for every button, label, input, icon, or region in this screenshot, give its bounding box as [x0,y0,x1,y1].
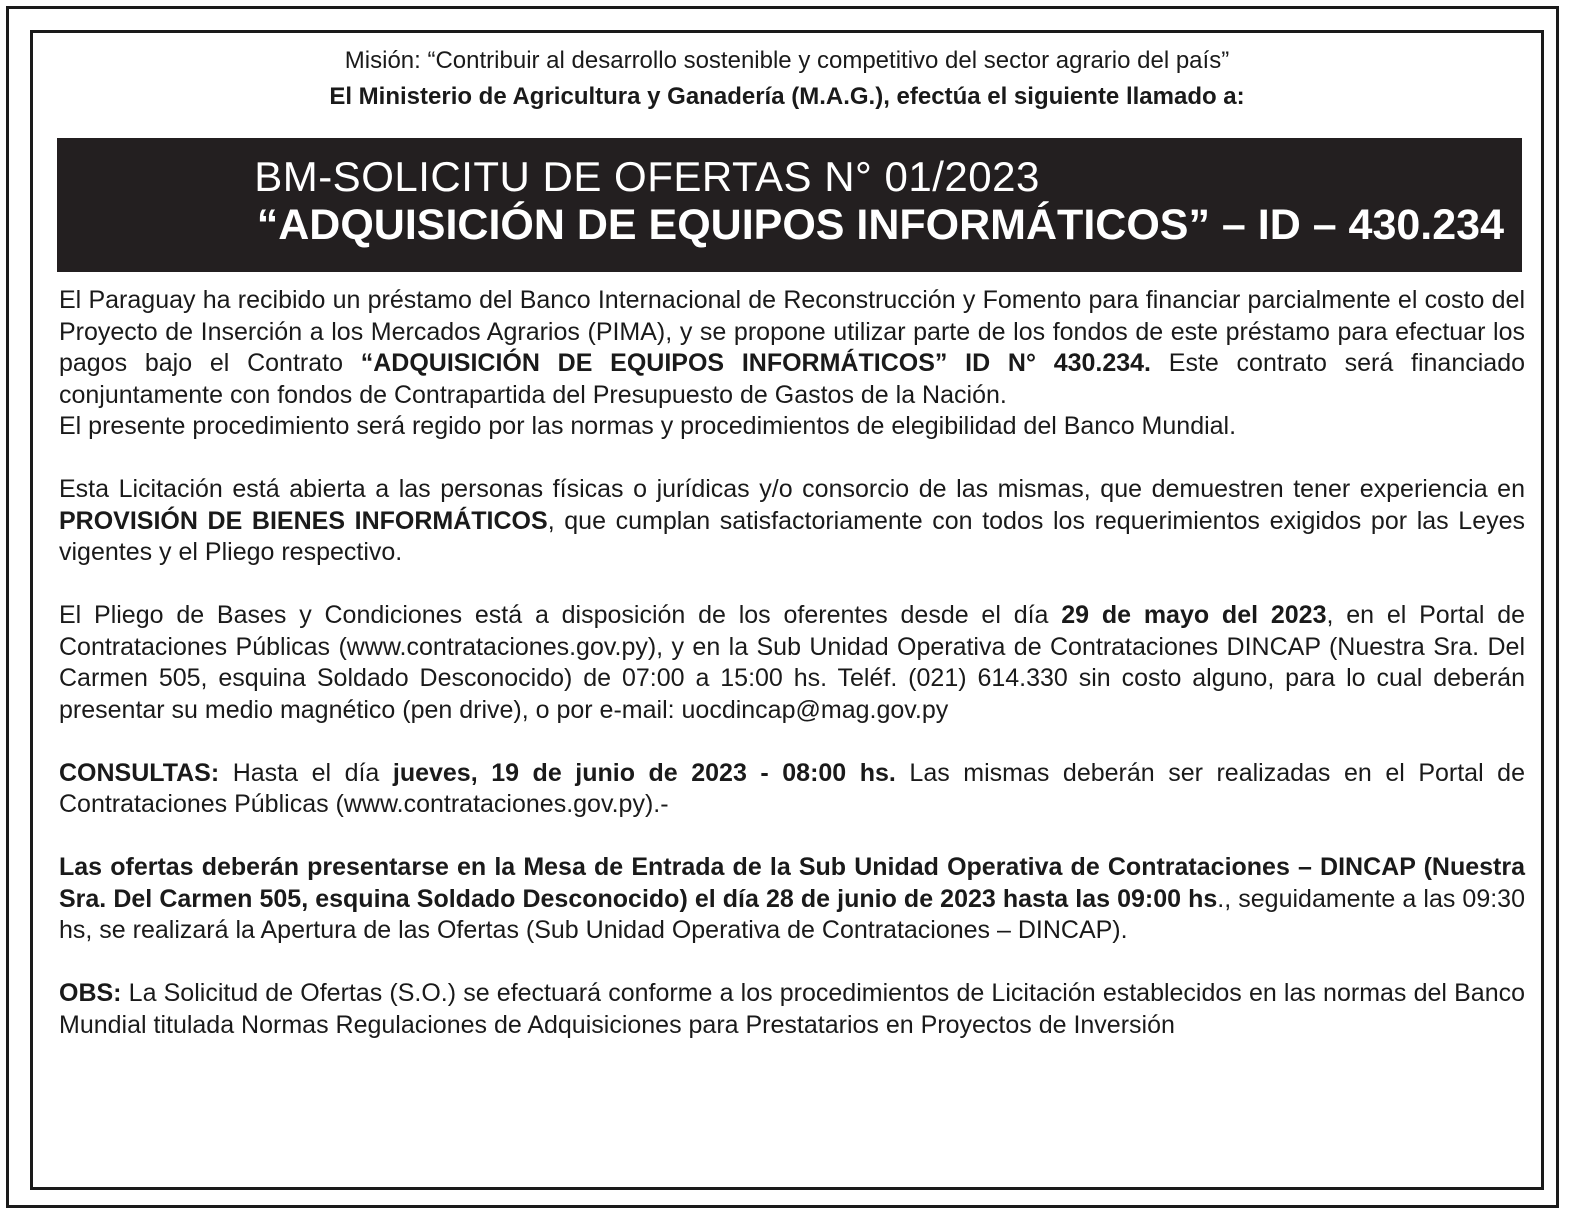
text: , en el Portal de Contrataciones Públicas (www.contrataciones.gov.py), y en la Sub Unidad Operativa de Contrataciones DINCAP (Nuestra Sra. Del Carmen 505, esquina Soldado Desconocido) de 07:00 a 15:00 hs. Teléf. (021) 614.330 sin costo alguno, para lo cual deberán presentar su medio magnético (pen drive), o por e-mail: uocdincap@mag.gov.py [59,601,1526,724]
tender-title: “ADQUISICIÓN DE EQUIPOS INFORMÁTICOS” – ID – 430.234 [256,201,1504,249]
title-banner [57,138,1522,272]
paragraph-open-tender [59,474,1525,569]
text: , que cumplan satisfactoriamente con todos los requerimientos exigidos por las Leyes vigentes y el Pliego respectivo. [59,506,1526,566]
notice-body [59,285,1525,1073]
bold-text: jueves, 19 de junio de 2023 - 08:00 hs. [392,758,896,787]
bold-text: Las ofertas deberán presentarse en la Mesa de Entrada de la Sub Unidad Operativa de Contrataciones – DINCAP (Nuestra Sra. Del Carmen 505, esquina Soldado Desconocido) el día 28 de junio de 2023 hasta las 09:00 hs [59,853,1525,913]
text: Esta Licitación está abierta a las personas físicas o jurídicas y/o consorcio de las mismas, que demuestren tener experiencia en [59,475,1525,503]
text: La Solicitud de Ofertas (S.O.) se efectuará conforme a los procedimientos de Licitación establecidos en las normas del Banco Mundial titulada Normas Regulaciones de Adquisiciones para Prestatarios en Proyectos de Inversión [59,979,1525,1039]
paragraph-observations [59,978,1525,1041]
paragraph-bidding-documents [59,600,1525,726]
bold-text: “ADQUISICIÓN DE EQUIPOS INFORMÁTICOS” ID N° 430.234. [360,349,1152,377]
bold-text: 29 de mayo del 2023 [1061,601,1327,629]
paragraph-submission [59,852,1525,947]
text: El Paraguay ha recibido un préstamo del Banco Internacional de Reconstrucción y Fomento para financiar parcialmente el costo del Proyecto de Inserción a los Mercados Agrarios (PIMA), y se propone utilizar parte de los fondos de este préstamo para efectuar los pagos bajo el Contrato [59,286,1525,377]
bold-text: PROVISIÓN DE BIENES INFORMÁTICOS [59,506,548,535]
text: Las mismas deberán ser realizadas en el Portal de Contrataciones Públicas (www.contrataciones.gov.py).- [59,758,1525,818]
text: ., seguidamente a las 09:30 hs, se realizará la Apertura de las Ofertas (Sub Unidad Operativa de Contrataciones – DINCAP). [59,884,1525,944]
ministry-intro: El Ministerio de Agricultura y Ganadería (M.A.G.), efectúa el siguiente llamado a: [329,83,1245,110]
tender-number: BM-SOLICITU DE OFERTAS N° 01/2023 [254,153,1040,200]
bold-text: OBS: [59,979,122,1007]
text: El Pliego de Bases y Condiciones está a disposición de los oferentes desde el día [59,601,1062,629]
bold-text: CONSULTAS: [59,758,220,787]
mission-statement: Misión: “Contribuir al desarrollo sostenible y competitivo del sector agrario del país” [344,47,1230,74]
text: Hasta el día [219,758,393,787]
outer-border [6,6,1559,1208]
inner-border [30,30,1544,1190]
paragraph-financing [59,285,1525,411]
paragraph-eligibility-rules: El presente procedimiento será regido por las normas y procedimientos de elegibilidad del Banco Mundial. [59,412,1237,440]
text: Este contrato será financiado conjuntamente con fondos de Contrapartida del Presupuesto de Gastos de la Nación. [59,349,1526,409]
paragraph-inquiries [59,758,1525,821]
